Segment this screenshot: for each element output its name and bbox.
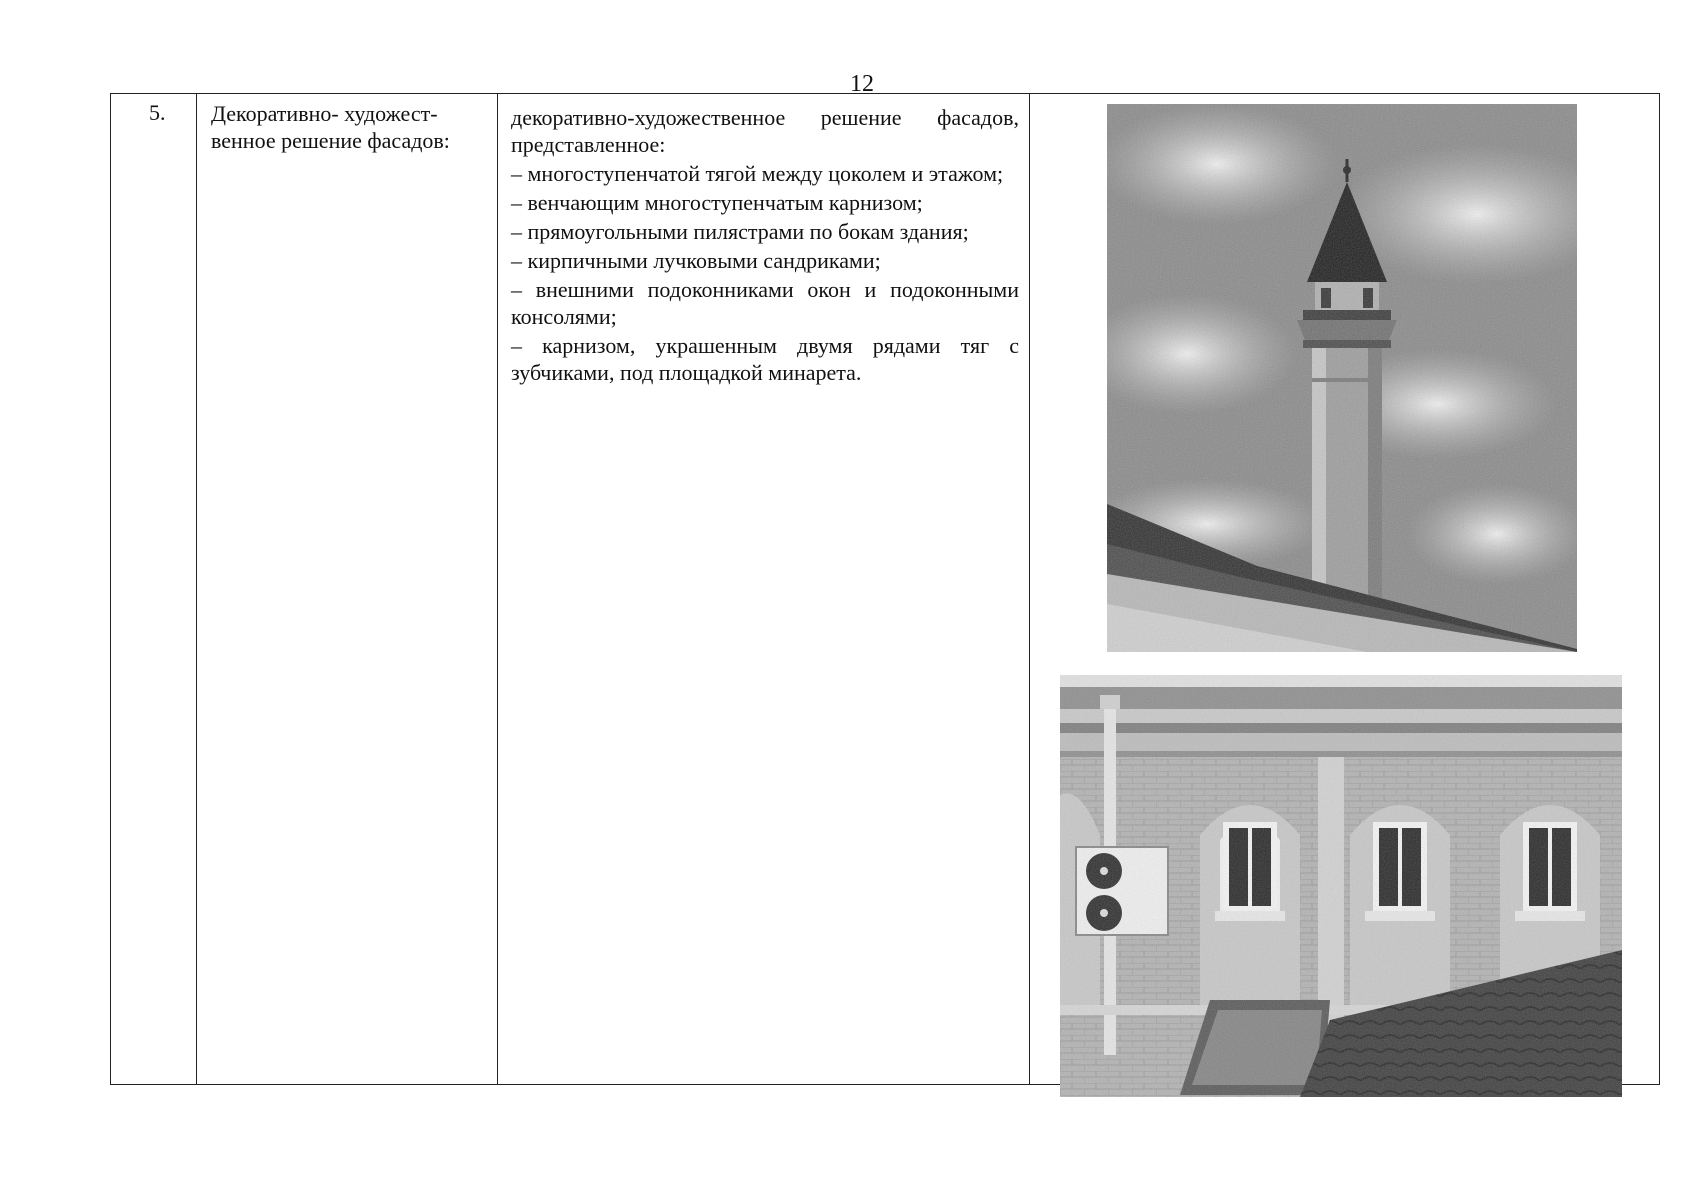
description-item: – кирпичными лучковыми сандриками;	[511, 248, 881, 273]
description-item: – прямоугольными пилястрами по бокам здания;	[511, 219, 969, 244]
facade-windows-photo	[1060, 675, 1622, 1097]
description-item: – венчающим многоступенчатым карнизом;	[511, 190, 923, 215]
page-number: 12	[850, 71, 874, 97]
description-item: – карнизом, украшенным двумя рядами тяг с зубчиками, под площадкой минарета.	[511, 333, 1019, 385]
description-item: – внешними подоконниками окон и подоконными консолями;	[511, 277, 1019, 329]
minaret-photo	[1107, 104, 1577, 652]
description-intro: декоративно-художественное решение фасадов, представленное:	[511, 105, 1019, 157]
column-divider	[1029, 94, 1030, 1084]
column-divider	[196, 94, 197, 1084]
attribute-name-line: Декоративно- художест-	[211, 101, 438, 126]
attribute-name-line: венное решение фасадов:	[211, 128, 450, 153]
row-attribute-name	[211, 100, 481, 154]
row-description	[511, 104, 1019, 388]
row-number: 5.	[149, 100, 166, 125]
column-divider	[497, 94, 498, 1084]
description-item: – многоступенчатой тягой между цоколем и этажом;	[511, 161, 1004, 186]
